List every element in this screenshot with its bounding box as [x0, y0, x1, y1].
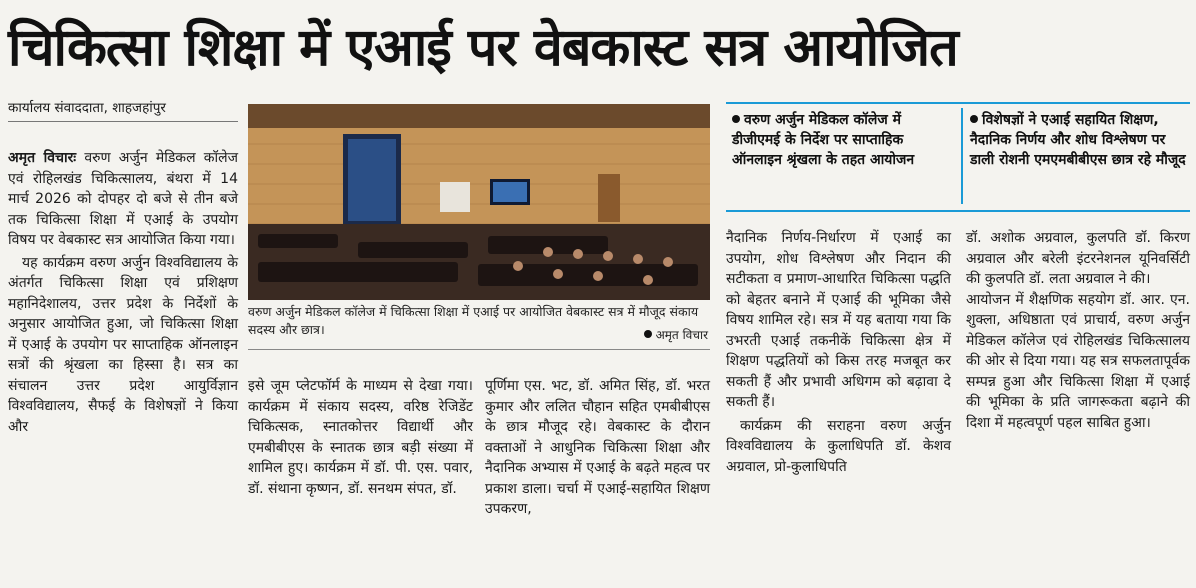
- paragraph: इसे जूम प्लेटफॉर्म के माध्यम से देखा गया। कार्यक्रम में संकाय सदस्य, वरिष्ठ रेजिडेंट चिकित्सक, स्नातकोत्तर विद्यार्थी और एमबीबीएस के स्नातक छात्र बड़ी संख्या में शामिल हुए। कार्यक्रम में डॉ. पी. एस. पवार, डॉ. संथाना कृष्णन, डॉ. सनथम संपत, डॉ.: [248, 378, 473, 497]
- paragraph: कार्यक्रम की सराहना वरुण अर्जुन विश्वविद्यालय के कुलाधिपति डॉ. केशव अग्रवाल, प्रो-कुलाधिपति: [726, 417, 951, 475]
- paragraph: पूर्णिमा एस. भट, डॉ. अमित सिंह, डॉ. भरत कुमार और ललित चौहान सहित एमबीबीएस के छात्र मौजूद रहे। वेबकास्ट के दौरान वक्ताओं ने आधुनिक चिकित्सा शिक्षा और नैदानिक अभ्यास में एआई के बढ़ते महत्व पर प्रकाश डाला। चर्चा में एआई-सहायित शिक्षण उपकरण,: [485, 378, 710, 517]
- photo-credit: अमृत विचार: [644, 326, 708, 344]
- paragraph: नैदानिक निर्णय-निर्धारण में एआई का उपयोग, शोध विश्लेषण और निदान की सटीकता व प्रमाण-आधारित चिकित्सा पद्धति को बेहतर बनाने में एआई की भूमिका जैसे विषय शामिल रहे। सत्र में यह बताया गया कि उभरती एआई तकनीकें चिकित्सा क्षेत्र में शिक्षण पद्धतियों को किस तरह मजबूत कर सकती हैं और प्रभावी अधिगम को बढ़ावा दे सकती हैं।: [726, 230, 951, 410]
- paragraph: यह कार्यक्रम वरुण अर्जुन विश्वविद्यालय के अंतर्गत चिकित्सा शिक्षा एवं प्रशिक्षण महानिदेशालय, उत्तर प्रदेश के निर्देशों के अनुसार आयोजित हुआ, जो चिकित्सा शिक्षा में एआई के उपयोग पर साप्ताहिक ऑनलाइन सत्रों की श्रृंखला का हिस्सा है। सत्र का संचालन उत्तर प्रदेश आयुर्विज्ञान विश्वविद्यालय, सैफई के विशेषज्ञों ने किया और: [8, 254, 238, 435]
- article-column-3: [485, 376, 710, 520]
- article-column-1: [8, 148, 238, 437]
- bullet-icon: [732, 115, 740, 123]
- article-column-5: [966, 228, 1190, 433]
- paragraph: डॉ. अशोक अग्रवाल, कुलपति डॉ. किरण अग्रवाल और बरेली इंटरनेशनल यूनिवर्सिटी की कुलपति डॉ. लता अग्रवाल ने की।: [966, 230, 1190, 287]
- article-column-2: [248, 376, 473, 499]
- lead-tag: अमृत विचारः: [8, 150, 77, 166]
- highlight-1: वरुण अर्जुन मेडिकल कॉलेज में डीजीएमई के निर्देश पर साप्ताहिक ऑनलाइन श्रृंखला के तहत आयोजन: [732, 112, 915, 168]
- highlight-2: विशेषज्ञों ने एआई सहायित शिक्षण, नैदानिक निर्णय और शोध विश्लेषण पर डाली रोशनी एमएमबीबीएस छात्र रहे मौजूद: [970, 112, 1186, 168]
- highlight-box: [726, 102, 1190, 212]
- article-column-4: [726, 228, 951, 477]
- caption-text: वरुण अर्जुन मेडिकल कॉलेज में चिकित्सा शिक्षा में एआई पर आयोजित वेबकास्ट सत्र में मौजूद संकाय सदस्य और छात्र।: [248, 304, 699, 337]
- paragraph: आयोजन में शैक्षणिक सहयोग डॉ. आर. एन. शुक्ला, अधिष्ठाता एवं प्राचार्य, वरुण अर्जुन मेडिकल कॉलेज एवं रोहिलखंड चिकित्सालय की ओर से दिया गया। यह सत्र सफलतापूर्वक सम्पन्न हुआ और चिकित्सा शिक्षा में एआई की भूमिका के प्रति जागरूकता बढ़ाने की दिशा में महत्वपूर्ण पहल साबित हुआ।: [966, 291, 1190, 431]
- headline: चिकित्सा शिक्षा में एआई पर वेबकास्ट सत्र आयोजित: [8, 18, 958, 78]
- bullet-icon: [644, 330, 652, 338]
- photo-caption: [248, 303, 710, 350]
- byline: कार्यालय संवाददाता, शाहजहांपुर: [8, 98, 238, 122]
- highlight-divider: [961, 108, 963, 204]
- bullet-icon: [970, 115, 978, 123]
- paragraph: वरुण अर्जुन मेडिकल कॉलेज एवं रोहिलखंड चिकित्सालय, बंथरा में 14 मार्च 2026 को दोपहर दो बजे से तीन बजे तक चिकित्सा शिक्षा में एआई के उपयोग विषय पर वेबकास्ट सत्र आयोजित किया गया।: [8, 150, 238, 248]
- event-photo: [248, 104, 710, 300]
